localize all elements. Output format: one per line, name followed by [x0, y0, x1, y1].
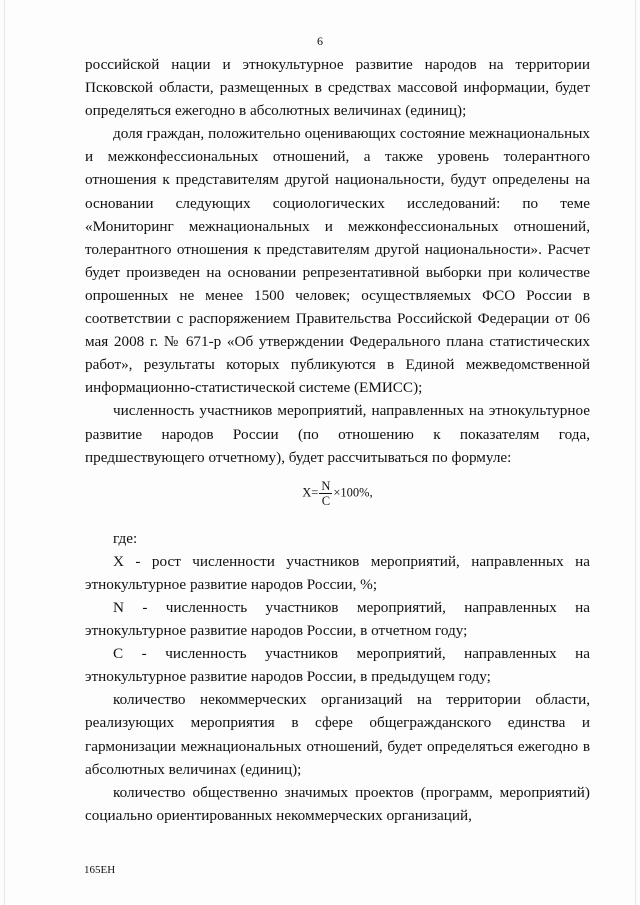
paragraph: численность участников мероприятий, направленных на этнокультурное развитие народов России (по отношению к показателям года, предшествующего отчетному), будет рассчитываться по формуле:	[85, 402, 590, 466]
where-label: где:	[113, 529, 138, 547]
formula-numerator: N	[321, 478, 331, 493]
document-body	[85, 53, 590, 827]
page-number: 6	[317, 34, 323, 48]
definition-c: C - численность участников мероприятий, направленных на этнокультурное развитие народов России, в предыдущем году;	[85, 645, 590, 686]
scan-edge-right	[635, 0, 636, 905]
formula-fraction	[319, 479, 332, 508]
formula-rhs: ×100%,	[333, 485, 373, 500]
definition-n: N - численность участников мероприятий, направленных на этнокультурное развитие народов России, в отчетном году;	[85, 598, 590, 640]
formula	[85, 479, 590, 519]
paragraph: количество некоммерческих организаций на территории области, реализующих мероприятия в сфере общегражданского единства и гармонизации межнациональных отношений, будет определяться ежегодно в абсолютных величинах (единиц);	[85, 691, 590, 778]
formula-denominator: C	[321, 493, 331, 508]
definition-x: X - рост численности участников мероприятий, направленных на этнокультурное развитие народов России, %;	[85, 552, 590, 593]
footer-code: 165ЕН	[84, 864, 116, 876]
scan-edge-left	[4, 0, 5, 905]
paragraph: количество общественно значимых проектов (программ, мероприятий) социально ориентированных некоммерческих организаций,	[85, 783, 590, 824]
formula-lhs: X=	[302, 485, 319, 500]
paragraph: российской нации и этнокультурное развитие народов на территории Псковской области, размещенных в средствах массовой информации, будет определяться ежегодно в абсолютных величинах (единиц);	[85, 56, 590, 120]
paragraph: доля граждан, положительно оценивающих состояние межнациональных и межконфессиональных отношений, а также уровень толерантного отношения к представителям другой национальности, будут определены на основании следующих социологических исследований: по теме «Мониторинг межнациональных и межконфессиональных отношений, толерантного отношения к представителям другой национальности». Расчет будет произведен на основании репрезентативной выборки при количестве опрошенных не менее 1500 человек; осуществляемых ФСО России в соответствии с распоряжением Правительства Российской Федерации от 06 мая 2008 г. № 671-р «Об утверждении Федерального плана статистических работ», результаты которых публикуются в Единой межведомственной информационно-статистической системе (ЕМИСС);	[85, 125, 590, 397]
